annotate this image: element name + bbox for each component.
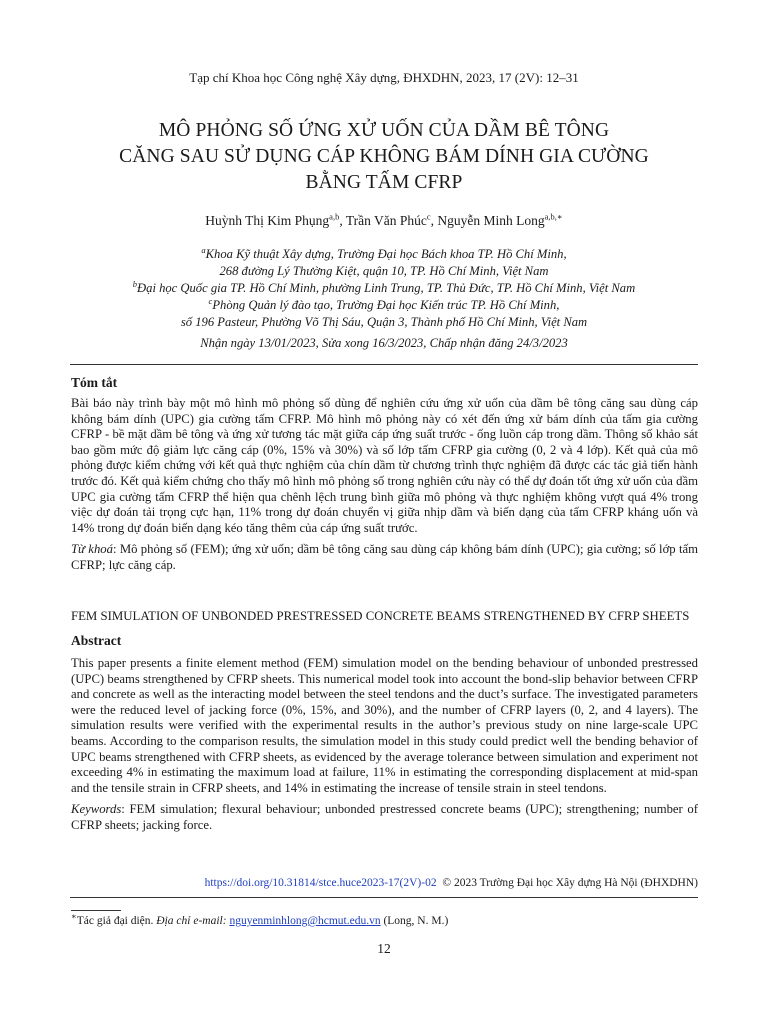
affiliations bbox=[60, 246, 708, 352]
footnote-mark: ∗ bbox=[71, 911, 77, 922]
keywords-vi bbox=[71, 542, 698, 573]
keywords-en-text: : FEM simulation; flexural behaviour; unbonded prestressed concrete beams (UPC); strengthening; number of CFRP sheets; jacking force. bbox=[71, 802, 698, 832]
section-divider bbox=[70, 897, 698, 898]
footnote-divider bbox=[71, 910, 121, 911]
corresponding-author-footnote: ∗Tác giả đại diện. Địa chỉ e-mail: nguyenminhlong@hcmut.edu.vn (Long, N. M.) bbox=[71, 911, 449, 927]
author-list bbox=[0, 213, 768, 229]
keywords-vi-text: : Mô phỏng số (FEM); ứng xử uốn; dầm bê tông căng sau dùng cáp không bám dính (UPC); gia cường; số lớp tấm CFRP; lực căng cáp. bbox=[71, 542, 698, 572]
affiliation-mark: c bbox=[208, 295, 213, 306]
affiliation-mark: b bbox=[132, 278, 138, 289]
author-name: Trần Văn Phúc bbox=[345, 213, 427, 228]
copyright-text: © 2023 Trường Đại học Xây dựng Hà Nội (ĐHXDHN) bbox=[442, 877, 698, 889]
paper-title-vi bbox=[60, 118, 708, 196]
received-dates: Nhận ngày 13/01/2023, Sửa xong 16/3/2023, Chấp nhận đăng 24/3/2023 bbox=[200, 336, 568, 350]
title-line-1: MÔ PHỎNG SỐ ỨNG XỬ UỐN CỦA DẦM BÊ TÔNG bbox=[158, 120, 610, 141]
abstract-en-section bbox=[71, 608, 698, 834]
affiliation-a-line-2: 268 đường Lý Thường Kiệt, quận 10, TP. Hồ Chí Minh, Việt Nam bbox=[219, 264, 549, 278]
keywords-en bbox=[71, 802, 698, 833]
affiliation-b-line-1: $^b$Đại học Quốc gia TP. Hồ Chí Minh, phường Linh Trung, TP. Thủ Đức, TP. Hồ Chí Minh, Việt Nam bbox=[132, 278, 636, 295]
page-number: 12 bbox=[377, 941, 391, 956]
author-name: Nguyễn Minh Long bbox=[437, 213, 545, 228]
email-label: Địa chỉ e-mail: bbox=[156, 915, 227, 927]
keywords-en-label: Keywords bbox=[71, 802, 122, 817]
doi-copyright-line bbox=[71, 877, 698, 889]
abstract-en-text: This paper presents a finite element method (FEM) simulation model on the bending behaviour of unbonded prestressed (UPC) beams strengthened by CFRP sheets. This numerical model took into account the bond-slip behavior between CFRP and concrete as well as the interacting model between the steel tendons and the duct’s surface. The investigated parameters were the reduced level of jacking force (0%, 15%, and 30%), and the number of CFRP layers (0, 2, and 4 layers). The simulation results were verified with the experimental results in the author’s previous study on nine large-scale UPC beams. According to the comparison results, the simulation model in this study could predict well the bending behavior of UPC beams strengthened with CFRP sheets, as evidenced by the average tolerance between simulation and experiment not exceeding 4% in estimating the maximum load at failure, 11% in estimating the corresponding displacement at mid-span and the tensile strain in CFRP sheets, and 14% in estimating the increase of tensile strain in steel tendons. bbox=[71, 656, 698, 795]
abstract-vi-heading: Tóm tắt bbox=[71, 375, 118, 390]
title-line-3: BẰNG TẤM CFRP bbox=[305, 172, 463, 193]
author-affiliation-mark: a,b,∗ bbox=[544, 211, 563, 222]
abstract-vi-text: Bài báo này trình bày một mô hình mô phỏng số dùng để nghiên cứu ứng xử uốn của dầm bê tông căng sau dùng cáp không bám dính (UPC) gia cường tấm CFRP. Mô hình mô phỏng này có xét đến ứng xử bám dính của tấm gia cường CFRP - bề mặt dầm bê tông và ứng xử tương tác mặt giữa cáp ứng suất trước - ống luồn cáp trong dầm. Thông số khảo sát bao gồm mức độ giảm lực căng cáp (0%, 15% và 30%) và số lớp tấm CFRP gia cường (0, 2 và 4 lớp). Kết quả của mô phỏng được kiểm chứng với kết quả thực nghiệm của chín dầm từ chương trình thực nghiệm đã được các tác giả tiến hành trước đó. Kết quả kiểm chứng cho thấy mô hình mô phỏng số trong nghiên cứu này có thể dự đoán tốt ứng xử uốn của dầm UPC gia cường tấm CFRP thể hiện qua chênh lệch trung bình giữa mô phỏng và thực nghiệm không vượt quá 4% trong việc dự đoán tải trọng cực hạn, 11% trong dự đoán chuyển vị giữa nhịp dầm và biến dạng của tấm CFRP kháng uốn và 14% trong dự đoán biến dạng kéo tăng thêm của cáp ứng suất trước. bbox=[71, 396, 698, 535]
affiliation-c-line-1: $^c$Phòng Quản lý đào tạo, Trường Đại học Kiến trúc TP. Hồ Chí Minh, bbox=[208, 295, 560, 312]
paper-title-en: FEM SIMULATION OF UNBONDED PRESTRESSED CONCRETE BEAMS STRENGTHENED BY CFRP SHEETS bbox=[71, 609, 690, 623]
keywords-vi-label: Từ khoá bbox=[71, 542, 113, 557]
author-name: Huỳnh Thị Kim Phụng bbox=[205, 213, 330, 228]
section-divider bbox=[70, 364, 698, 365]
affiliation-c-line-2: số 196 Pasteur, Phường Võ Thị Sáu, Quận 3, Thành phố Hồ Chí Minh, Việt Nam bbox=[180, 315, 588, 329]
journal-header: Tạp chí Khoa học Công nghệ Xây dựng, ĐHXDHN, 2023, 17 (2V): 12–31 bbox=[189, 70, 579, 85]
abstract-vi-section bbox=[71, 375, 698, 574]
abstract-en-heading: Abstract bbox=[71, 633, 122, 648]
affiliation-mark: a bbox=[201, 244, 206, 255]
title-line-2: CĂNG SAU SỬ DỤNG CÁP KHÔNG BÁM DÍNH GIA CƯỜNG bbox=[119, 146, 649, 167]
author-affiliation-mark: c bbox=[426, 211, 431, 222]
email-link[interactable]: nguyenminhlong@hcmut.edu.vn bbox=[229, 915, 381, 927]
author-affiliation-mark: a,b bbox=[329, 211, 340, 222]
doi-link[interactable]: https://doi.org/10.31814/stce.huce2023-17(2V)-02 bbox=[204, 877, 437, 889]
author-separator: , bbox=[339, 213, 346, 228]
affiliation-a-line-1: $^a$Khoa Kỹ thuật Xây dựng, Trường Đại học Bách khoa TP. Hồ Chí Minh, bbox=[201, 244, 567, 261]
author-separator: , bbox=[430, 213, 438, 228]
